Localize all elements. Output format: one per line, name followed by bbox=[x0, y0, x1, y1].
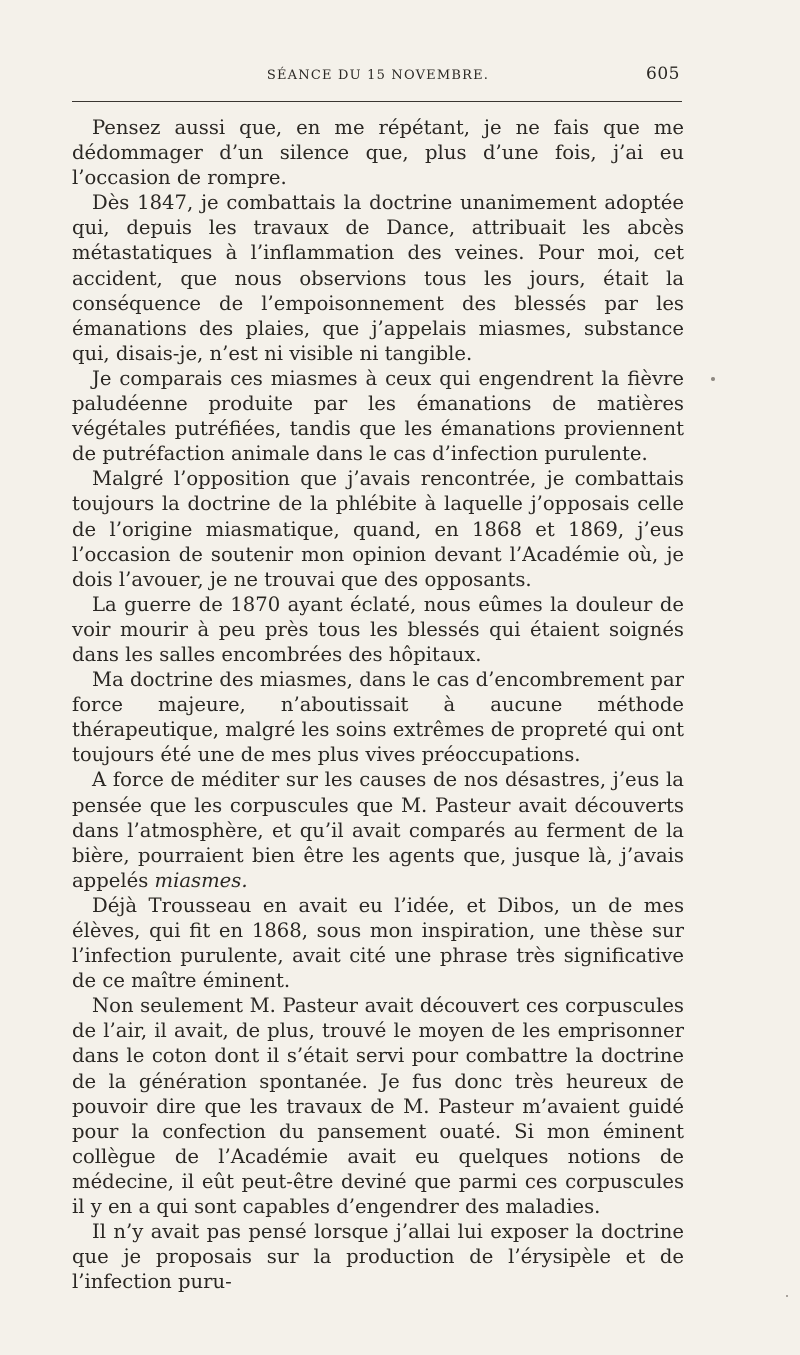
header-rule bbox=[72, 101, 682, 102]
paragraph-with-emphasis bbox=[72, 767, 684, 892]
paragraph: Dès 1847, je combattais la doctrine unanimement adoptée qui, depuis les travaux de Dance, attribuait les abcès métastatiques à l’inflammation des veines. Pour moi, cet accident, que nous observions tous les jours, était la conséquence de l’empoisonnement des blessés par les émanations des plaies, que j’appelais miasmes, substance qui, disais-je, n’est ni visible ni tangible. bbox=[72, 191, 684, 365]
paragraph: Ma doctrine des miasmes, dans le cas d’encombrement par force majeure, n’aboutissait à aucune méthode thérapeutique, malgré les soins extrêmes de propreté qui ont toujours été une de mes plus vives préoccupations. bbox=[72, 668, 684, 767]
paragraph: Je comparais ces miasmes à ceux qui engendrent la fièvre paludéenne produite par les émanations de matières végétales putréfiées, tandis que les émanations proviennent de putréfaction animale dans le cas d’infection purulente. bbox=[72, 366, 684, 466]
margin-speck bbox=[786, 1295, 788, 1297]
paragraph: Déjà Trousseau en avait eu l’idée, et Dibos, un de mes élèves, qui fit en 1868, sous mon inspiration, une thèse sur l’infection purulente, avait cité une phrase très significative de ce maître éminent. bbox=[72, 893, 684, 993]
running-title: SÉANCE DU 15 NOVEMBRE. bbox=[266, 68, 490, 83]
paragraph: La guerre de 1870 ayant éclaté, nous eûmes la douleur de voir mourir à peu près tous les blessés qui étaient soignés dans les salles encombrées des hôpitaux. bbox=[72, 592, 684, 666]
paragraph: Pensez aussi que, en me répétant, je ne fais que me dédommager d’un silence que, plus d’une fois, j’ai eu l’occasion de rompre. bbox=[72, 116, 684, 190]
paragraph: Non seulement M. Pasteur avait découvert ces corpuscules de l’air, il avait, de plus, trouvé le moyen de les emprisonner dans le coton dont il s’était servi pour combattre la doctrine de la génération spontanée. Je fus donc très heureux de pouvoir dire que les travaux de M. Pasteur m’avaient guidé pour la confection du pansement ouaté. Si mon éminent collègue de l’Académie avait eu quelques notions de médecine, il eût peut-être deviné que parmi ces corpuscules il y en a qui sont capables d’engendrer des maladies. bbox=[72, 994, 684, 1219]
body-text bbox=[72, 115, 684, 1294]
margin-speck bbox=[711, 377, 715, 381]
page-number: 605 bbox=[646, 64, 680, 84]
paragraph-text: A force de méditer sur les causes de nos désastres, j’eus la pensée que les corpuscules que M. Pasteur avait découverts dans l’atmosphère, et qu’il avait comparés au ferment de la bière, pourraient bien être les agents que, jusque là, j’avais appelés bbox=[72, 768, 684, 892]
emphasis-word: miasmes. bbox=[154, 868, 248, 892]
page-header bbox=[72, 64, 684, 92]
paragraph: Malgré l’opposition que j’avais rencontrée, je combattais toujours la doctrine de la phlébite à laquelle j’opposais celle de l’origine miasmatique, quand, en 1868 et 1869, j’eus l’occasion de soutenir mon opinion devant l’Académie où, je dois l’avouer, je ne trouvai que des opposants. bbox=[72, 467, 684, 591]
paragraph: Il n’y avait pas pensé lorsque j’allai lui exposer la doctrine que je proposais sur la production de l’érysipèle et de l’infection puru- bbox=[72, 1220, 684, 1294]
